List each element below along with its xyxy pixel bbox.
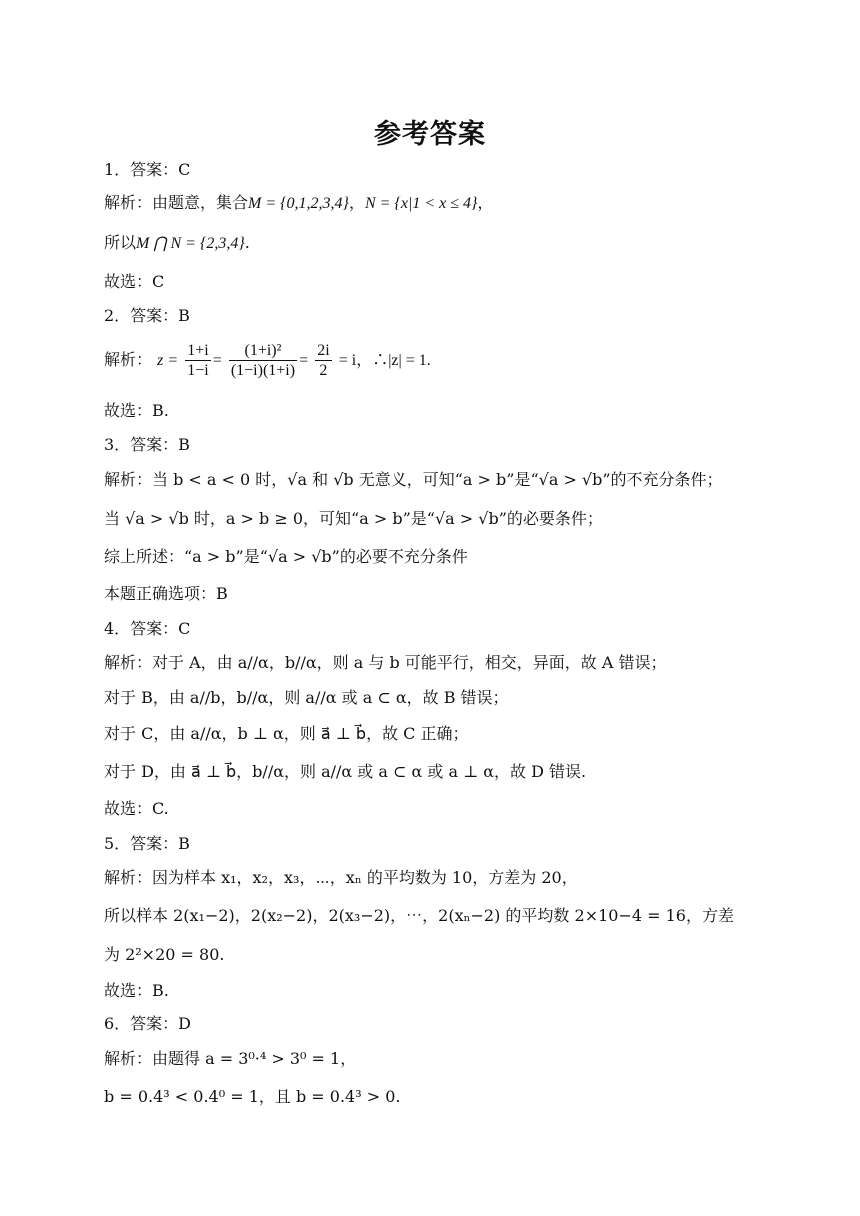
q4-option-a: 解析：对于 A，由 a//α，b//α，则 a 与 b 可能平行，相交，异面，故 A 错误； bbox=[104, 653, 667, 672]
fraction-3-den: 2 bbox=[319, 362, 328, 379]
q2-analysis: 解析： z = $\frac{1+i}{1-i}$ = $\frac{\text{(1+i)²}}{(1-i)(1+i)}$ = $\frac{2i}{2}$ = i，∴|z| = 1. bbox=[104, 342, 431, 379]
fraction-3-num: 2i bbox=[317, 342, 330, 359]
q5-line-1: 解析：因为样本 x₁，x₂，x₃，⋯，xₙ 的平均数为 10，方差为 20， bbox=[104, 868, 578, 887]
q6-line-1: 解析：由题得 a = 3⁰·⁴ > 3⁰ = 1， bbox=[104, 1049, 357, 1068]
fraction-1-den: 1−i bbox=[187, 362, 209, 379]
fraction-1 bbox=[185, 341, 210, 380]
q4-answer: 4．答案：C bbox=[104, 619, 191, 638]
q1-b-end: . bbox=[244, 233, 250, 252]
q2-tail: = i，∴|z| = 1. bbox=[338, 352, 431, 369]
fraction-2-num: (1+i)² bbox=[229, 341, 297, 361]
q5-line-3: 为 2²×20 = 80. bbox=[104, 945, 225, 964]
intersection-formula: M ⋂ N = {2,3,4} bbox=[136, 235, 245, 252]
q5-line-2: 所以样本 2(x₁−2)，2(x₂−2)，2(x₃−2)，⋯，2(xₙ−2) 的平均数 2×10−4 = 16，方差 bbox=[104, 906, 734, 925]
q2-answer: 2．答案：B bbox=[104, 306, 190, 325]
q1-analysis-prefix: 解析：由题意，集合 bbox=[104, 193, 249, 212]
q1-answer: 1．答案：C bbox=[104, 160, 191, 179]
q5-choice: 故选：B. bbox=[104, 981, 169, 1000]
q1-analysis bbox=[104, 192, 493, 215]
q3-summary: 综上所述：“a > b”是“√a > √b”的必要不充分条件 bbox=[104, 547, 468, 566]
q3-line-2: 当 √a > √b 时，a > b ≥ 0，可知“a > b”是“√a > √b”的必要条件； bbox=[104, 509, 603, 528]
q6-answer: 6．答案：D bbox=[104, 1014, 192, 1033]
q4-option-b: 对于 B，由 a//b，b//α，则 a//α 或 a ⊂ α，故 B 错误； bbox=[104, 688, 509, 707]
q1-end: ， bbox=[477, 193, 494, 212]
fraction-2 bbox=[229, 341, 297, 380]
q2-prefix: 解析： bbox=[104, 350, 153, 369]
q2-choice: 故选：B. bbox=[104, 401, 169, 420]
q3-line-1: 解析：当 b < a < 0 时，√a 和 √b 无意义，可知“a > b”是“√a > √b”的不充分条件； bbox=[104, 470, 723, 489]
q1-b-prefix: 所以 bbox=[104, 233, 137, 252]
page-title: 参考答案 bbox=[374, 119, 486, 150]
q2-z: z = bbox=[157, 352, 179, 369]
q4-choice: 故选：C. bbox=[104, 799, 169, 818]
fraction-2-den: (1−i)(1+i) bbox=[230, 362, 296, 379]
q1-sep: ， bbox=[348, 193, 365, 212]
q1-choice: 故选：C bbox=[104, 272, 165, 291]
fraction-3 bbox=[315, 341, 331, 380]
q1-intersection bbox=[104, 232, 250, 255]
q4-option-c: 对于 C，由 a//α，b ⊥ α，则 a⃗ ⊥ b⃗，故 C 正确； bbox=[104, 724, 469, 743]
q3-choice: 本题正确选项：B bbox=[104, 584, 228, 603]
q3-answer: 3．答案：B bbox=[104, 435, 190, 454]
set-N: N = {x|1 < x ≤ 4} bbox=[364, 195, 478, 212]
set-M: M = {0,1,2,3,4} bbox=[248, 195, 349, 212]
q6-line-2: b = 0.4³ < 0.4⁰ = 1，且 b = 0.4³ > 0. bbox=[104, 1087, 401, 1106]
q4-option-d: 对于 D，由 a⃗ ⊥ b⃗，b//α，则 a//α 或 a ⊂ α 或 a ⊥ α，故 D 错误. bbox=[104, 762, 587, 781]
fraction-1-num: 1+i bbox=[187, 342, 209, 359]
q5-answer: 5．答案：B bbox=[104, 834, 190, 853]
